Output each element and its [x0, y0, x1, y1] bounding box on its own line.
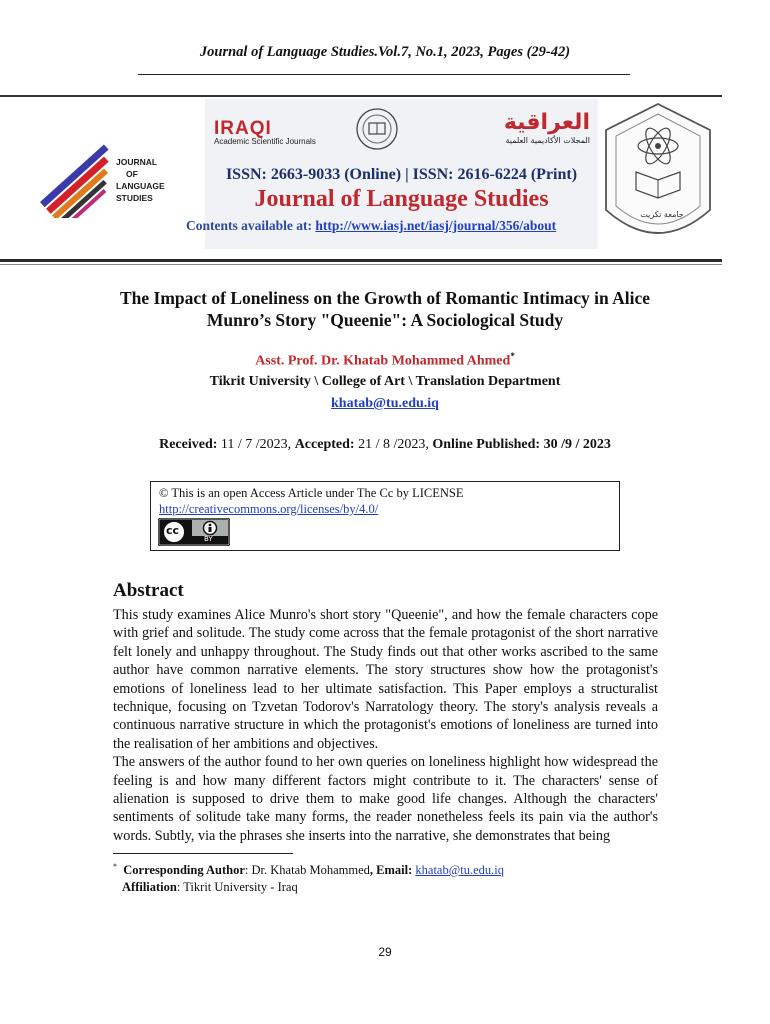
received-label: Received:	[159, 437, 218, 452]
license-text: © This is an open Access Article under The Cc by LICENSE	[159, 486, 464, 500]
corr-name: : Dr. Khatab Mohammed	[244, 863, 370, 878]
journal-logo-icon	[30, 128, 120, 218]
contents-available	[186, 218, 606, 234]
author-name: Asst. Prof. Dr. Khatab Mohammed Ahmed	[255, 353, 511, 369]
banner-bottom-rule	[0, 259, 722, 262]
logo-word: STUDIES	[116, 193, 153, 203]
license-box	[150, 481, 620, 551]
iraqi-logo-en: IRAQI	[214, 118, 272, 139]
affil-value: : Tikrit University - Iraq	[176, 880, 298, 894]
abstract-paragraph-2: The answers of the author found to her own queries on loneliness highlight how widespread the feeling is and how many different factors might contribute to it. The characters' sense of alienation is supposed to drive them to make good life changes. Although the characters' sentiments of solitude take many forms, the reader nonetheless feels its pain via the author's words. Subtly, via the phrases she inserts into the narrative, she demonstrates that being	[113, 754, 658, 844]
abstract-paragraph-1: This study examines Alice Munro's short story "Queenie", and how the female characters cope with grief and solitude. The study come across that the female protagonist of the short narrative felt lonely and unhappy throughout. The Study finds out that other works ascribed to the same author have common narrative elements. The story structures show how the protagonist's emotions of loneliness lead to her ultimate satisfaction. This Paper employs a structuralist technique, focusing on Tzvetan Todorov's Narratology theory. The story's analysis reveals a continuous narrative structure in which the protagonist's emotions of loneliness are turned into the realisation of her ambitions and objectives.	[113, 607, 658, 752]
author-footnote-mark: *	[510, 351, 515, 361]
iraqi-logo-en-sub: Academic Scientific Journals	[214, 137, 316, 146]
iraqi-logo-ar: العراقية	[503, 110, 590, 135]
corr-label: Corresponding Author	[123, 863, 245, 878]
cc-badge-label: cc	[166, 524, 180, 537]
email-line	[0, 396, 770, 412]
footnote-rule	[113, 853, 293, 854]
banner-bottom-rule-thin	[0, 264, 722, 265]
received-date: 11 / 7 /2023,	[217, 437, 295, 452]
issn-line: ISSN: 2663-9033 (Online) | ISSN: 2616-6224 (Print)	[225, 166, 578, 183]
article-title: The Impact of Loneliness on the Growth of Romantic Intimacy in Alice Munro’s Story "Queenie": A Sociological Study	[119, 288, 651, 330]
logo-word: OF	[126, 169, 138, 179]
affiliation: Tikrit University \ College of Art \ Translation Department	[209, 374, 561, 389]
accepted-date: 21 / 8 /2023,	[354, 437, 433, 452]
footnote-email-label: , Email:	[369, 863, 416, 878]
journal-url-link[interactable]: http://www.iasj.net/iasj/journal/356/about	[315, 218, 557, 233]
dates-line	[0, 437, 770, 453]
journal-title: Journal of Language Studies	[254, 186, 549, 212]
contents-label: Contents available at:	[186, 218, 316, 233]
banner-top-rule	[0, 95, 722, 97]
accepted-label: Accepted:	[294, 437, 355, 452]
university-logo-icon	[598, 100, 718, 255]
iraqi-logo-ar-sub: المجلات الأكاديمية العلمية	[505, 136, 590, 145]
running-header: Journal of Language Studies.Vol.7, No.1, 2023, Pages (29-42)	[199, 44, 571, 60]
emblem-icon	[352, 106, 402, 152]
cc-by-badge[interactable]	[158, 518, 230, 546]
page-number: 29	[378, 945, 392, 959]
published-date: Online Published: 30 /9 / 2023	[432, 437, 611, 452]
abstract-heading: Abstract	[113, 580, 184, 601]
abstract-body	[113, 606, 658, 845]
header-rule	[138, 74, 630, 75]
by-badge-label: BY	[204, 535, 213, 543]
logo-word: JOURNAL	[116, 157, 158, 167]
university-logo-text: جامعة تكريت	[640, 210, 684, 219]
affil-label: Affiliation	[122, 880, 177, 894]
license-url-link[interactable]: http://creativecommons.org/licenses/by/4.0/	[159, 502, 379, 516]
footnote-affiliation	[122, 880, 298, 895]
journal-logo-text	[116, 156, 165, 204]
logo-word: LANGUAGE	[116, 181, 165, 191]
footnote-mark: *	[113, 862, 117, 871]
footnote-email-link[interactable]: khatab@tu.edu.iq	[415, 863, 504, 878]
author-line	[0, 351, 770, 370]
footnote-corresponding	[113, 862, 504, 878]
author-email-link[interactable]: khatab@tu.edu.iq	[331, 396, 439, 411]
